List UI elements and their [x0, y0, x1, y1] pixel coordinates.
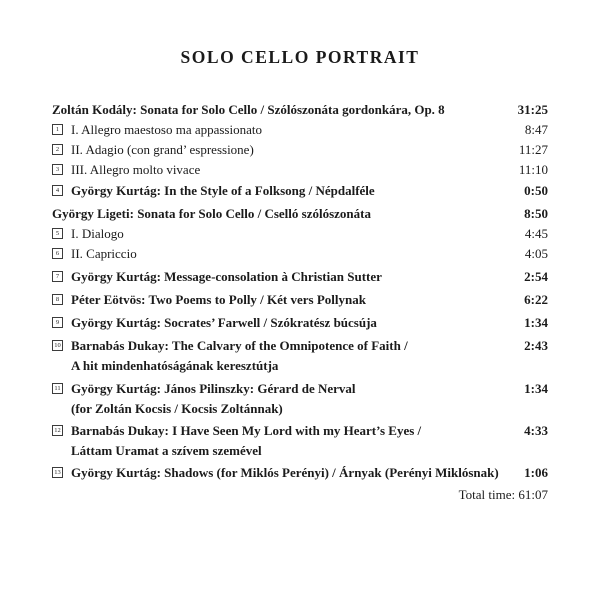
track-title: I. Dialogo: [71, 226, 124, 241]
track-title-line1: Barnabás Dukay: I Have Seen My Lord with my Heart’s Eyes /: [71, 423, 422, 438]
track-row: [52, 336, 548, 376]
track-title: György Kurtág: Message-consolation à Christian Sutter: [71, 269, 382, 284]
track-duration: 11:27: [518, 142, 548, 157]
track-title: [71, 336, 548, 376]
work-title: György Ligeti: Sonata for Solo Cello / Cselló szólószonáta: [52, 206, 371, 221]
track-title: György Kurtág: Socrates’ Farwell / Szókratész búcsúja: [71, 315, 377, 330]
track-title: II. Capriccio: [71, 246, 137, 261]
track-title-line1: Barnabás Dukay: The Calvary of the Omnipotence of Faith /: [71, 338, 408, 353]
track-row: [52, 160, 548, 180]
track-number-box: 4: [52, 185, 63, 196]
track-title: I. Allegro maestoso ma appassionato: [71, 122, 262, 137]
track-title: [71, 421, 548, 461]
track-duration: 4:33: [524, 423, 548, 438]
track-row: [52, 379, 548, 419]
track-duration: 1:34: [524, 381, 548, 396]
track-number-box: 9: [52, 317, 63, 328]
track-number-box: 8: [52, 294, 63, 305]
track-number-box: 6: [52, 248, 63, 259]
track-row: [52, 244, 548, 264]
tracklist: [52, 100, 548, 505]
track-number-box: 13: [52, 467, 63, 478]
track-title: III. Allegro molto vivace: [71, 162, 201, 177]
track-number-box: 2: [52, 144, 63, 155]
track-number-box: 5: [52, 228, 63, 239]
track-duration: 0:50: [524, 183, 548, 198]
track-row: [52, 313, 548, 333]
work-duration: 31:25: [517, 102, 548, 117]
track-row: [52, 224, 548, 244]
track-duration: 1:06: [524, 465, 548, 480]
track-number-box: 7: [52, 271, 63, 282]
track-number-box: 1: [52, 124, 63, 135]
track-duration: 6:22: [524, 292, 548, 307]
track-row: [52, 267, 548, 287]
track-duration: 8:47: [524, 122, 548, 137]
track-title: György Kurtág: In the Style of a Folksong / Népdalféle: [71, 183, 375, 198]
track-duration: 2:43: [524, 338, 548, 353]
work-duration: 8:50: [524, 206, 548, 221]
track-title: Péter Eötvös: Two Poems to Polly / Két vers Pollynak: [71, 292, 366, 307]
track-row: [52, 290, 548, 310]
track-number-box: 12: [52, 425, 63, 436]
track-title-line2: (for Zoltán Kocsis / Kocsis Zoltánnak): [71, 401, 283, 416]
track-number-box: 10: [52, 340, 63, 351]
total-time: Total time: 61:07: [458, 487, 548, 502]
track-duration: 4:45: [524, 226, 548, 241]
track-title-line2: Láttam Uramat a szívem szemével: [71, 443, 262, 458]
track-duration: 2:54: [524, 269, 548, 284]
album-title: SOLO CELLO PORTRAIT: [180, 47, 420, 67]
track-number-box: 3: [52, 164, 63, 175]
track-title: II. Adagio (con grand’ espressione): [71, 142, 254, 157]
track-title: [71, 379, 548, 419]
track-row: [52, 421, 548, 461]
work-header-row: [52, 204, 548, 224]
track-title-line1: György Kurtág: János Pilinszky: Gérard de Nerval: [71, 381, 356, 396]
track-row: [52, 120, 548, 140]
track-title: György Kurtág: Shadows (for Miklós Perényi) / Árnyak (Perényi Miklósnak): [71, 465, 499, 480]
track-title-line2: A hit mindenhatóságának keresztútja: [71, 358, 279, 373]
track-number-box: 11: [52, 383, 63, 394]
track-duration: 1:34: [524, 315, 548, 330]
track-row: [52, 181, 548, 201]
track-row: [52, 140, 548, 160]
track-row: [52, 463, 548, 483]
work-header-row: [52, 100, 548, 120]
track-duration: 11:10: [518, 162, 548, 177]
work-title: Zoltán Kodály: Sonata for Solo Cello / Szólószonáta gordonkára, Op. 8: [52, 102, 445, 117]
track-duration: 4:05: [524, 246, 548, 261]
